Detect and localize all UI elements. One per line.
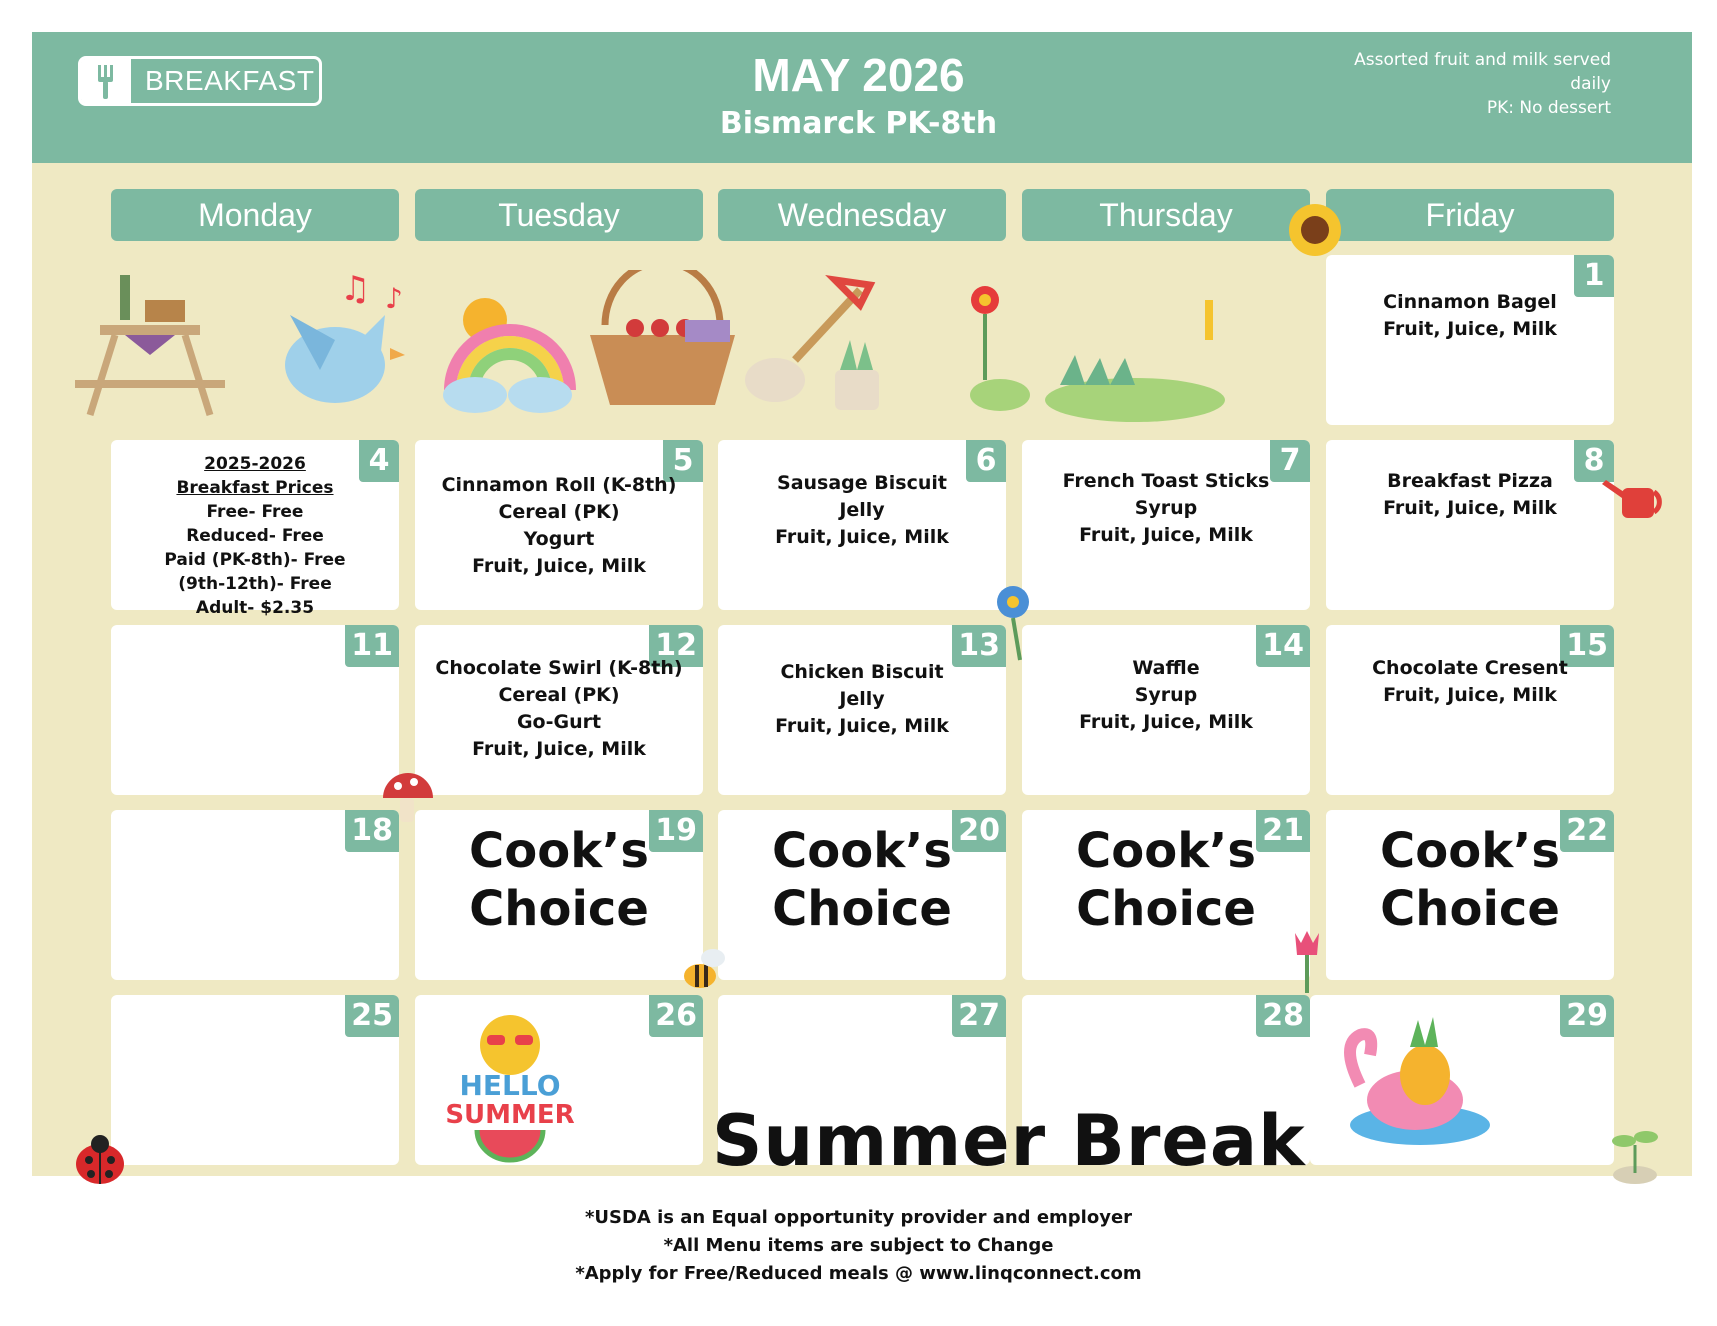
shovel-icon <box>745 280 879 410</box>
day-cell-21 <box>1022 810 1310 980</box>
meal-label: BREAKFAST <box>145 65 315 96</box>
menu-items: Chocolate Swirl (K-8th) Cereal (PK) Go-Gurt Fruit, Juice, Milk <box>435 657 683 760</box>
day-cell-12 <box>415 625 703 795</box>
day-number: 11 <box>345 625 399 667</box>
day-header-monday: Monday <box>111 189 399 241</box>
day-cell-8 <box>1326 440 1614 610</box>
sticker-hello: HELLO <box>459 1069 561 1102</box>
day-number: 7 <box>1270 440 1310 482</box>
garden-bed-icon <box>1000 270 1250 430</box>
day-header-tuesday: Tuesday <box>415 189 703 241</box>
day-number: 5 <box>663 440 703 482</box>
page-title: MAY 2026 <box>752 49 965 101</box>
menu-items: French Toast Sticks Syrup Fruit, Juice, Milk <box>1062 470 1270 546</box>
day-cell-6 <box>718 440 1006 610</box>
spring-illustrations <box>70 270 1030 430</box>
day-cell-26 <box>415 995 703 1165</box>
day-number: 19 <box>649 810 703 852</box>
day-number: 25 <box>345 995 399 1037</box>
day-number: 20 <box>952 810 1006 852</box>
sprout-icon <box>1600 1115 1670 1185</box>
day-number: 28 <box>1256 995 1310 1037</box>
day-number: 27 <box>952 995 1006 1037</box>
svg-text:♪: ♪ <box>385 282 403 315</box>
bird-icon <box>285 270 405 403</box>
day-header-thursday: Thursday <box>1022 189 1310 241</box>
day-number: 18 <box>345 810 399 852</box>
watering-can-icon <box>1600 470 1670 530</box>
svg-text:♫: ♫ <box>340 270 371 309</box>
day-cell-5 <box>415 440 703 610</box>
day-number: 14 <box>1256 625 1310 667</box>
day-cell-13 <box>718 625 1006 795</box>
footer-change: *All Menu items are subject to Change <box>663 1235 1054 1256</box>
day-cell-19 <box>415 810 703 980</box>
day-cell-4 <box>111 440 399 618</box>
day-number: 29 <box>1560 995 1614 1037</box>
cooks-choice: Cook’s Choice <box>1380 823 1560 937</box>
hello-summer-sticker <box>425 1005 595 1165</box>
day-cell-7 <box>1022 440 1310 610</box>
bee-icon <box>675 940 735 1000</box>
tulip-icon <box>1283 925 1333 995</box>
day-cell-20 <box>718 810 1006 980</box>
school-name: Bismarck PK-8th <box>719 106 998 141</box>
menu-items: Cinnamon Bagel Fruit, Juice, Milk <box>1383 291 1557 340</box>
day-header-wednesday: Wednesday <box>718 189 1006 241</box>
ladybug-icon <box>65 1130 135 1190</box>
day-cell-15 <box>1326 625 1614 795</box>
summer-break-label: Summer Break <box>712 1100 1306 1182</box>
sunflower-icon <box>1285 200 1345 260</box>
day-number: 26 <box>649 995 703 1037</box>
day-number: 12 <box>649 625 703 667</box>
picnic-basket-icon <box>590 270 735 405</box>
menu-items: Breakfast Pizza Fruit, Juice, Milk <box>1383 470 1557 519</box>
day-cell-29 <box>1310 995 1614 1165</box>
day-cell-14 <box>1022 625 1310 795</box>
menu-items: Chocolate Cresent Fruit, Juice, Milk <box>1372 657 1568 706</box>
day-cell-11 <box>111 625 399 795</box>
day-number: 13 <box>952 625 1006 667</box>
sticker-summer: SUMMER <box>445 1100 575 1130</box>
header-note: Assorted fruit and milk served daily PK: No dessert <box>1354 50 1611 118</box>
day-cell-25 <box>111 995 399 1165</box>
menu-items: Cinnamon Roll (K-8th) Cereal (PK) Yogurt Fruit, Juice, Milk <box>441 474 677 577</box>
footer-notes <box>0 1204 1717 1288</box>
day-number: 4 <box>359 440 399 482</box>
rainbow-icon <box>443 298 572 413</box>
day-cell-1 <box>1326 255 1614 425</box>
day-number: 8 <box>1574 440 1614 482</box>
cooks-choice: Cook’s Choice <box>469 823 649 937</box>
cooks-choice: Cook’s Choice <box>772 823 952 937</box>
footer-usda: *USDA is an Equal opportunity provider and employer <box>584 1207 1133 1228</box>
menu-items: Chicken Biscuit Jelly Fruit, Juice, Milk <box>775 661 949 737</box>
cooks-choice: Cook’s Choice <box>1076 823 1256 937</box>
day-number: 6 <box>966 440 1006 482</box>
day-number: 15 <box>1560 625 1614 667</box>
day-number: 22 <box>1560 810 1614 852</box>
blue-flower-icon <box>985 582 1045 662</box>
picnic-table-icon <box>75 275 225 415</box>
menu-items: Sausage Biscuit Jelly Fruit, Juice, Milk <box>775 472 949 548</box>
day-cell-22 <box>1326 810 1614 980</box>
flamingo-float-icon <box>1330 1005 1500 1155</box>
menu-items: Waffle Syrup Fruit, Juice, Milk <box>1079 657 1253 733</box>
breakfast-prices: 2025-2026 Breakfast Prices Free- Free Reduced- Free Paid (PK-8th)- Free (9th-12th)- Free Adult- $2.35 <box>164 454 346 618</box>
footer-apply: *Apply for Free/Reduced meals @ www.linqconnect.com <box>575 1263 1142 1284</box>
day-number: 21 <box>1256 810 1310 852</box>
day-header-friday: Friday <box>1326 189 1614 241</box>
day-cell-18 <box>111 810 399 980</box>
day-number: 1 <box>1574 255 1614 297</box>
